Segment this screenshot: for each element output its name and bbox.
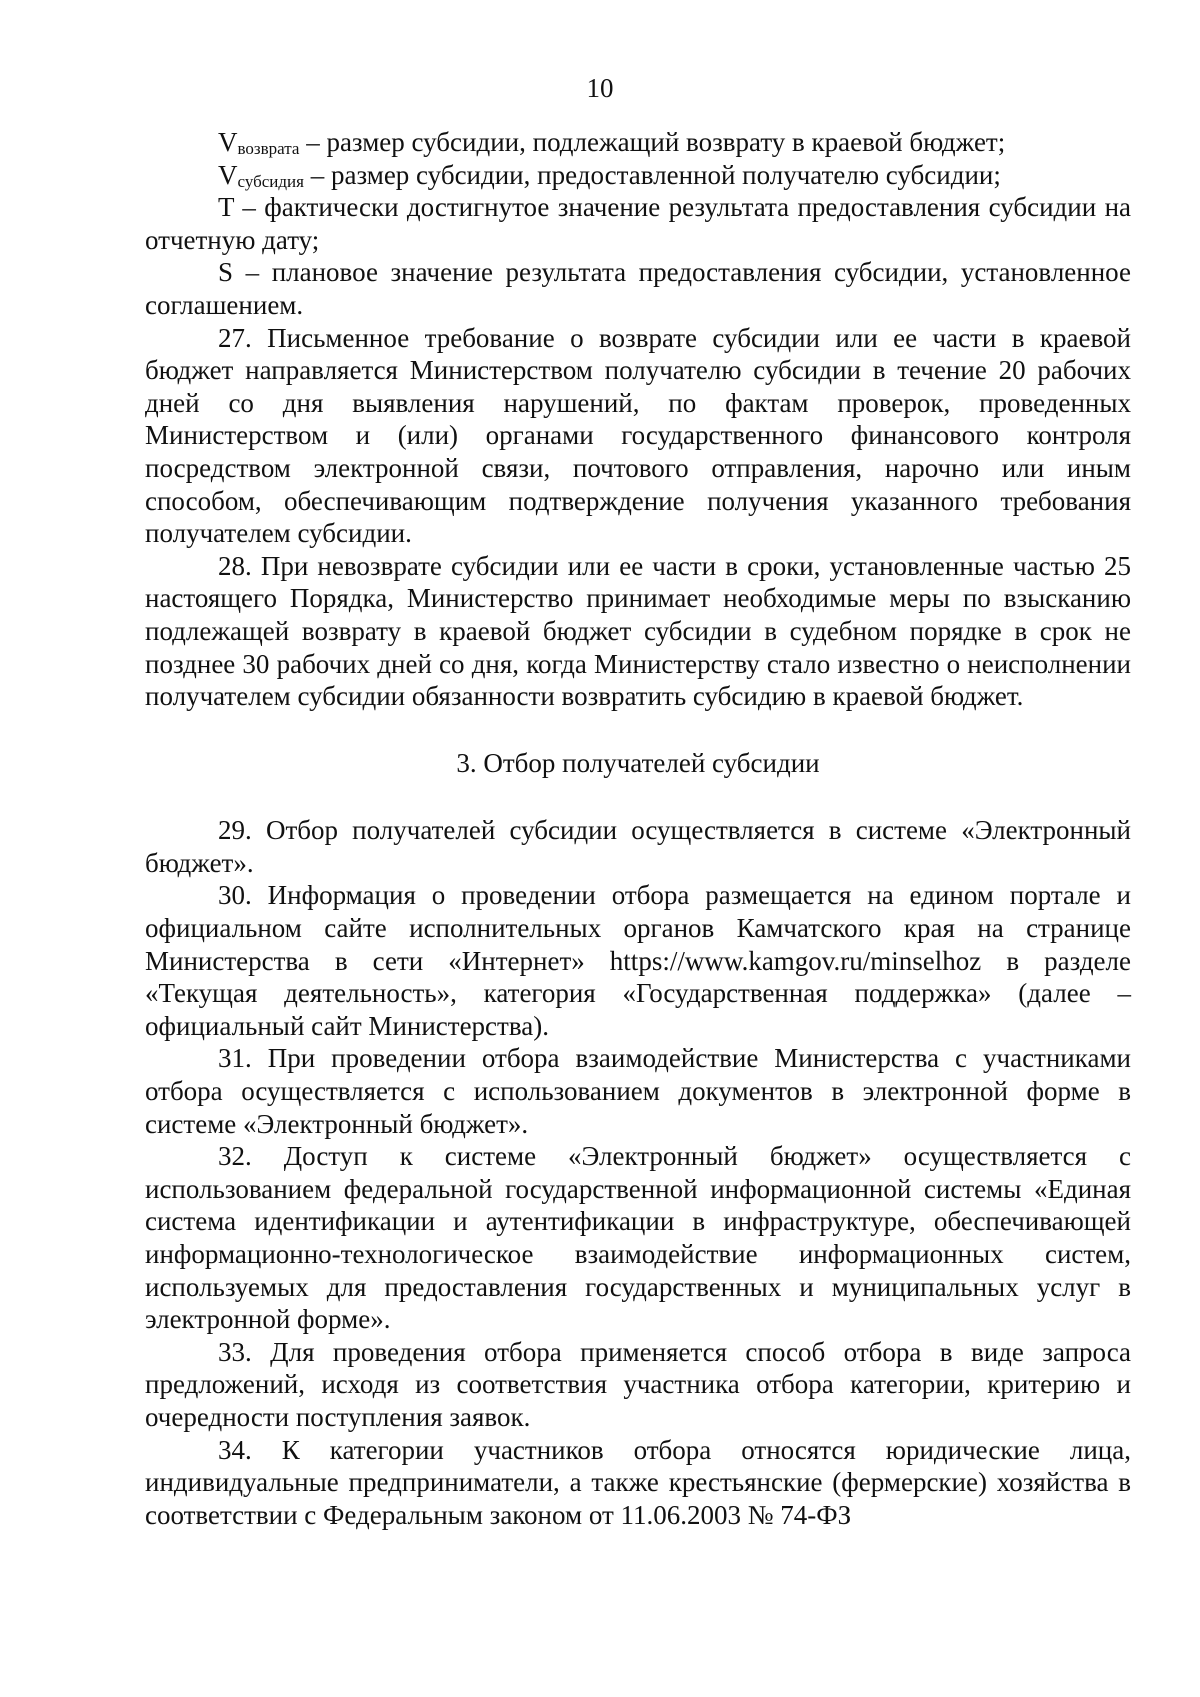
definition-symbol bbox=[218, 127, 299, 157]
document-body bbox=[145, 126, 1131, 1531]
paragraph-27: 27. Письменное требование о возврате субсидии или ее части в краевой бюджет направляется Министерством получателю субсидии в течение 20 рабочих дней со дня выявления нарушений, по фактам проверок, проведенных Министерством и (или) органами государственного финансового контроля посредством электронной связи, почтового отправления, нарочно или иным способом, обеспечивающим подтверждение получения указанного требования получателем субсидии. bbox=[145, 322, 1131, 549]
symbol-letter: V bbox=[218, 159, 238, 190]
symbol-letter: S bbox=[218, 257, 234, 288]
symbol-letter: T bbox=[218, 192, 235, 223]
definition-text: – фактически достигнутое значение результата предоставления субсидии на отчетную дату; bbox=[145, 192, 1131, 255]
definition-symbol bbox=[218, 160, 304, 190]
symbol-subscript: субсидия bbox=[237, 171, 304, 191]
symbol-letter: V bbox=[218, 127, 238, 157]
definition-text: – размер субсидии, предоставленной получателю субсидии; bbox=[303, 159, 1001, 190]
paragraph-33: 33. Для проведения отбора применяется способ отбора в виде запроса предложений, исходя из соответствия участника отбора категории, критерию и очередности поступления заявок. bbox=[145, 1336, 1131, 1432]
paragraph-32: 32. Доступ к системе «Электронный бюджет» осуществляется с использованием федеральной государственной информационной системы «Единая система идентификации и аутентификации в инфраструктуре, обеспечивающей информационно-технологическое взаимодействие информационных систем, используемых для предоставления государственных и муниципальных услуг в электронной форме». bbox=[145, 1141, 1131, 1335]
page-number: 10 bbox=[586, 73, 614, 103]
definition-v-return bbox=[145, 126, 1131, 159]
paragraph-28: 28. При невозврате субсидии или ее части в сроки, установленные частью 25 настоящего Порядка, Министерство принимает необходимые меры по взысканию подлежащей возврату в краевой бюджет субсидии в судебном порядке в срок не позднее 30 рабочих дней со дня, когда Министерству стало известно о неисполнении получателем субсидии обязанности возвратить субсидию в краевой бюджет. bbox=[145, 550, 1131, 712]
symbol-subscript: возврата bbox=[237, 139, 300, 158]
definition-s bbox=[145, 256, 1131, 321]
paragraph-31: 31. При проведении отбора взаимодействие Министерства с участниками отбора осуществляется с использованием документов в электронной форме в системе «Электронный бюджет». bbox=[145, 1043, 1131, 1139]
definition-v-subsidy bbox=[145, 159, 1131, 192]
definition-text: – плановое значение результата предоставления субсидии, установленное соглашением. bbox=[145, 257, 1131, 320]
paragraph-29: 29. Отбор получателей субсидии осуществляется в системе «Электронный бюджет». bbox=[145, 815, 1131, 878]
paragraph-34: 34. К категории участников отбора относятся юридические лица, индивидуальные предприниматели, а также крестьянские (фермерские) хозяйства в соответствии с Федеральным законом от 11.06.2003 № 74-ФЗ bbox=[145, 1434, 1131, 1530]
paragraph-30: 30. Информация о проведении отбора размещается на едином портале и официальном сайте исполнительных органов Камчатского края на странице Министерства в сети «Интернет» https://www.kamgov.ru/minselhoz в разделе «Текущая деятельность», категория «Государственная поддержка» (далее – официальный сайт Министерства). bbox=[145, 880, 1131, 1041]
definition-text: – размер субсидии, подлежащий возврату в краевой бюджет; bbox=[299, 127, 1006, 157]
definition-t bbox=[145, 191, 1131, 256]
section-title: 3. Отбор получателей субсидии bbox=[456, 747, 820, 778]
